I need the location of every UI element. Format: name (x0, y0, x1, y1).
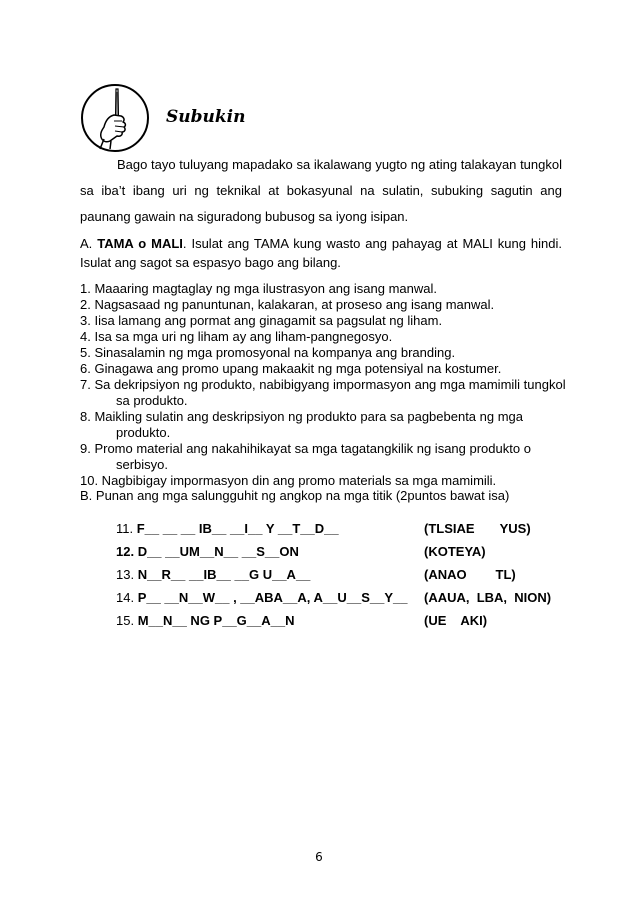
hand-holding-pen-icon (80, 83, 150, 153)
fill-item (116, 612, 576, 635)
fill-in-list (116, 520, 576, 635)
fill-item-hint: (AAUA, LBA, NION) (424, 590, 552, 605)
list-item: 10. Nagbibigay impormasyon din ang promo materials sa mga mamimili. (80, 473, 497, 488)
part-a-text: . Isulat ang TAMA kung wasto ang pahayag at MALI kung hindi. Isulat ang sagot sa espasyo bago ang bilang. (80, 236, 562, 270)
fill-item-number: 14. (116, 590, 138, 605)
fill-item-number: 15. (116, 613, 138, 628)
fill-item-number: 12. (116, 544, 138, 559)
list-item: 3. Iisa lamang ang pormat ang ginagamit sa pagsulat ng liham. (80, 313, 443, 328)
list-item-continuation: sa produkto. (116, 393, 188, 408)
list-item: 4. Isa sa mga uri ng liham ay ang liham-pangnegosyo. (80, 329, 393, 344)
list-item: 1. Maaaring magtaglay ng mga ilustrasyon ang isang manwal. (80, 281, 437, 296)
fill-item-number: 13. (116, 567, 138, 582)
fill-item (116, 543, 576, 566)
fill-item-hint: (ANAO TL) (424, 567, 516, 582)
fill-item-answer: M__N__ NG P__G__A__N (137, 613, 295, 628)
part-a-heading: TAMA o MALI (97, 236, 183, 251)
section-title: Subukin (166, 107, 246, 127)
list-item: 8. Maikling sulatin ang deskripsiyon ng produkto para sa pagbebenta ng mga (80, 409, 524, 424)
fill-item (116, 520, 576, 543)
list-item: 6. Ginagawa ang promo upang makaakit ng mga potensiyal na kostumer. (80, 361, 502, 376)
true-false-list (80, 281, 570, 489)
intro-paragraph (80, 152, 562, 230)
list-item: 5. Sinasalamin ng mga promosyonal na kompanya ang branding. (80, 345, 456, 360)
list-item-continuation: serbisyo. (116, 457, 169, 472)
fill-item-hint: (TLSIAE YUS) (424, 521, 531, 536)
list-item: 7. Sa dekripsiyon ng produkto, nabibigyang impormasyon ang mga mamimili tungkol (80, 377, 566, 392)
list-item-continuation: produkto. (116, 425, 171, 440)
fill-item (116, 566, 576, 589)
fill-item-answer: F__ __ __ IB__ __I__ Y __T__D__ (136, 521, 339, 536)
intro-text: Bago tayo tuluyang mapadako sa ikalawang yugto ng ating talakayan tungkol sa iba’t ibang uri ng teknikal at bokasyunal na sulatin, subuking sagutin ang paunang gawain na siguradong bubusog sa iyong isipan. (80, 157, 562, 224)
fill-item-hint: (KOTEYA) (424, 544, 486, 559)
fill-item-number: 11. (116, 521, 137, 536)
part-a-prefix: A. (80, 236, 93, 251)
list-item: 2. Nagsasaad ng panuntunan, kalakaran, at proseso ang isang manwal. (80, 297, 495, 312)
fill-item-answer: P__ __N__W__ , __ABA__A, A__U__S__Y__ (137, 590, 408, 605)
fill-item-hint: (UE AKI) (424, 613, 488, 628)
page-number: 6 (315, 850, 323, 864)
part-b-instruction: B. Punan ang mga salungguhit ng angkop na mga titik (2puntos bawat isa) (80, 488, 510, 503)
part-a-instruction (80, 234, 562, 272)
fill-item-answer: N__R__ __IB__ __G U__A__ (137, 567, 311, 582)
fill-item (116, 589, 576, 612)
fill-item-answer: D__ __UM__N__ __S__ON (137, 544, 299, 559)
list-item: 9. Promo material ang nakahihikayat sa mga tagatangkilik ng isang produkto o (80, 441, 531, 456)
